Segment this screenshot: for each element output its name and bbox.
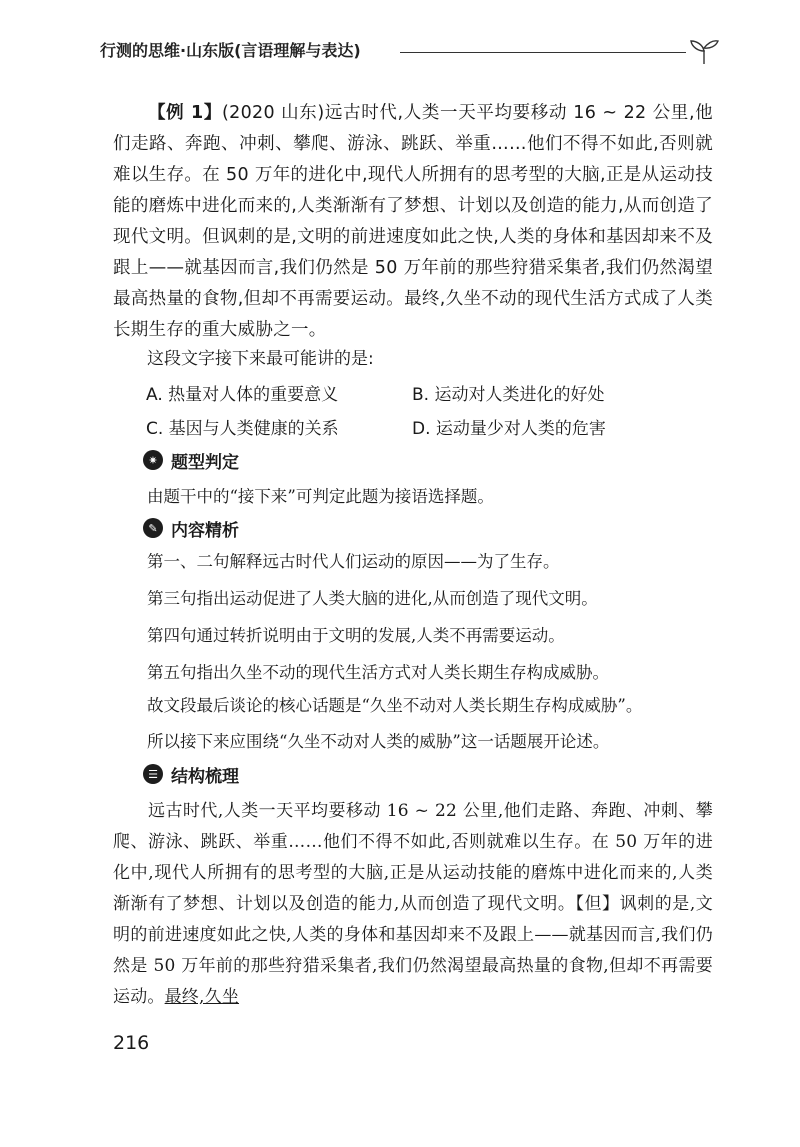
analysis-line: 第三句指出运动促进了人类大脑的进化,从而创造了现代文明。 (147, 589, 598, 608)
structure-icon: ☰ (143, 764, 163, 784)
example-passage (113, 98, 713, 346)
section-structure-heading (143, 762, 239, 786)
option-c: C. 基因与人类健康的关系 (146, 419, 339, 439)
analysis-line: 第四句通过转折说明由于文明的发展,人类不再需要运动。 (147, 626, 565, 645)
structure-text-after: 讽刺的是,文明的前进速度如此之快,人类的身体和基因却来不及跟上——就基因而言,我们仍然是 50 万年前的那些狩猎采集者,我们仍然渴望最高热量的食物,但却不再需要运动。 (113, 894, 713, 1007)
header-rule (400, 52, 686, 53)
example-mark-open: 【 (148, 103, 167, 123)
page-number: 216 (113, 1032, 150, 1054)
section-type-text: 由题干中的“接下来”可判定此题为接语选择题。 (147, 487, 494, 506)
gear-icon: ✷ (143, 450, 163, 470)
section-type-title: 题型判定 (171, 452, 239, 473)
header-title: 行测的思维·山东版(言语理解与表达) (100, 41, 361, 60)
running-header (100, 36, 720, 66)
question-prompt: 这段文字接下来最可能讲的是: (147, 349, 374, 369)
option-b: B. 运动对人类进化的好处 (412, 385, 605, 405)
section-analysis-title: 内容精析 (171, 520, 239, 541)
section-type-heading (143, 448, 239, 472)
analysis-icon: ✎ (143, 518, 163, 538)
section-structure-title: 结构梳理 (171, 766, 239, 787)
structure-passage (113, 796, 713, 1013)
section-analysis-heading (143, 516, 239, 540)
analysis-line: 第一、二句解释远古时代人们运动的原因——为了生存。 (147, 552, 560, 571)
example-source: (2020 山东) (222, 103, 325, 123)
structure-underlined-text: 最终,久坐 (164, 987, 240, 1007)
option-d: D. 运动量少对人类的危害 (412, 419, 606, 439)
example-mark-close: 】 (203, 103, 223, 123)
structure-text-main: 远古时代,人类一天平均要移动 16 ~ 22 公里,他们走路、奔跑、冲刺、攀爬、游泳、跳跃、举重……他们不得不如此,否则就难以生存。在 50 万年的进化中,现代人所拥有的思考型的大脑,正是从运动技能的磨炼中进化而来的,人类渐渐有了梦想、计划以及创造的能力,从而创造了现代文明。 (113, 801, 713, 914)
option-a: A. 热量对人体的重要意义 (146, 385, 339, 405)
analysis-line: 所以接下来应围绕“久坐不动对人类的威胁”这一话题展开论述。 (147, 732, 610, 751)
sprout-icon (688, 36, 720, 66)
analysis-line: 第五句指出久坐不动的现代生活方式对人类长期生存构成威胁。 (147, 663, 609, 682)
analysis-line: 故文段最后谈论的核心话题是“久坐不动对人类长期生存构成威胁”。 (147, 696, 643, 715)
example-label: 例 1 (166, 103, 204, 123)
structure-marker: 【但】 (575, 894, 620, 914)
example-passage-text: 远古时代,人类一天平均要移动 16 ~ 22 公里,他们走路、奔跑、冲刺、攀爬、游泳、跳跃、举重……他们不得不如此,否则就难以生存。在 50 万年的进化中,现代人所拥有的思考型的大脑,正是从运动技能的磨炼中进化而来的,人类渐渐有了梦想、计划以及创造的能力,从而创造了现代文明。但讽刺的是,文明的前进速度如此之快,人类的身体和基因却来不及跟上——就基因而言,我们仍然是 50 万年前的那些狩猎采集者,我们仍然渴望最高热量的食物,但却不再需要运动。最终,久坐不动的现代生活方式成了人类长期生存的重大威胁之一。 (113, 103, 713, 340)
